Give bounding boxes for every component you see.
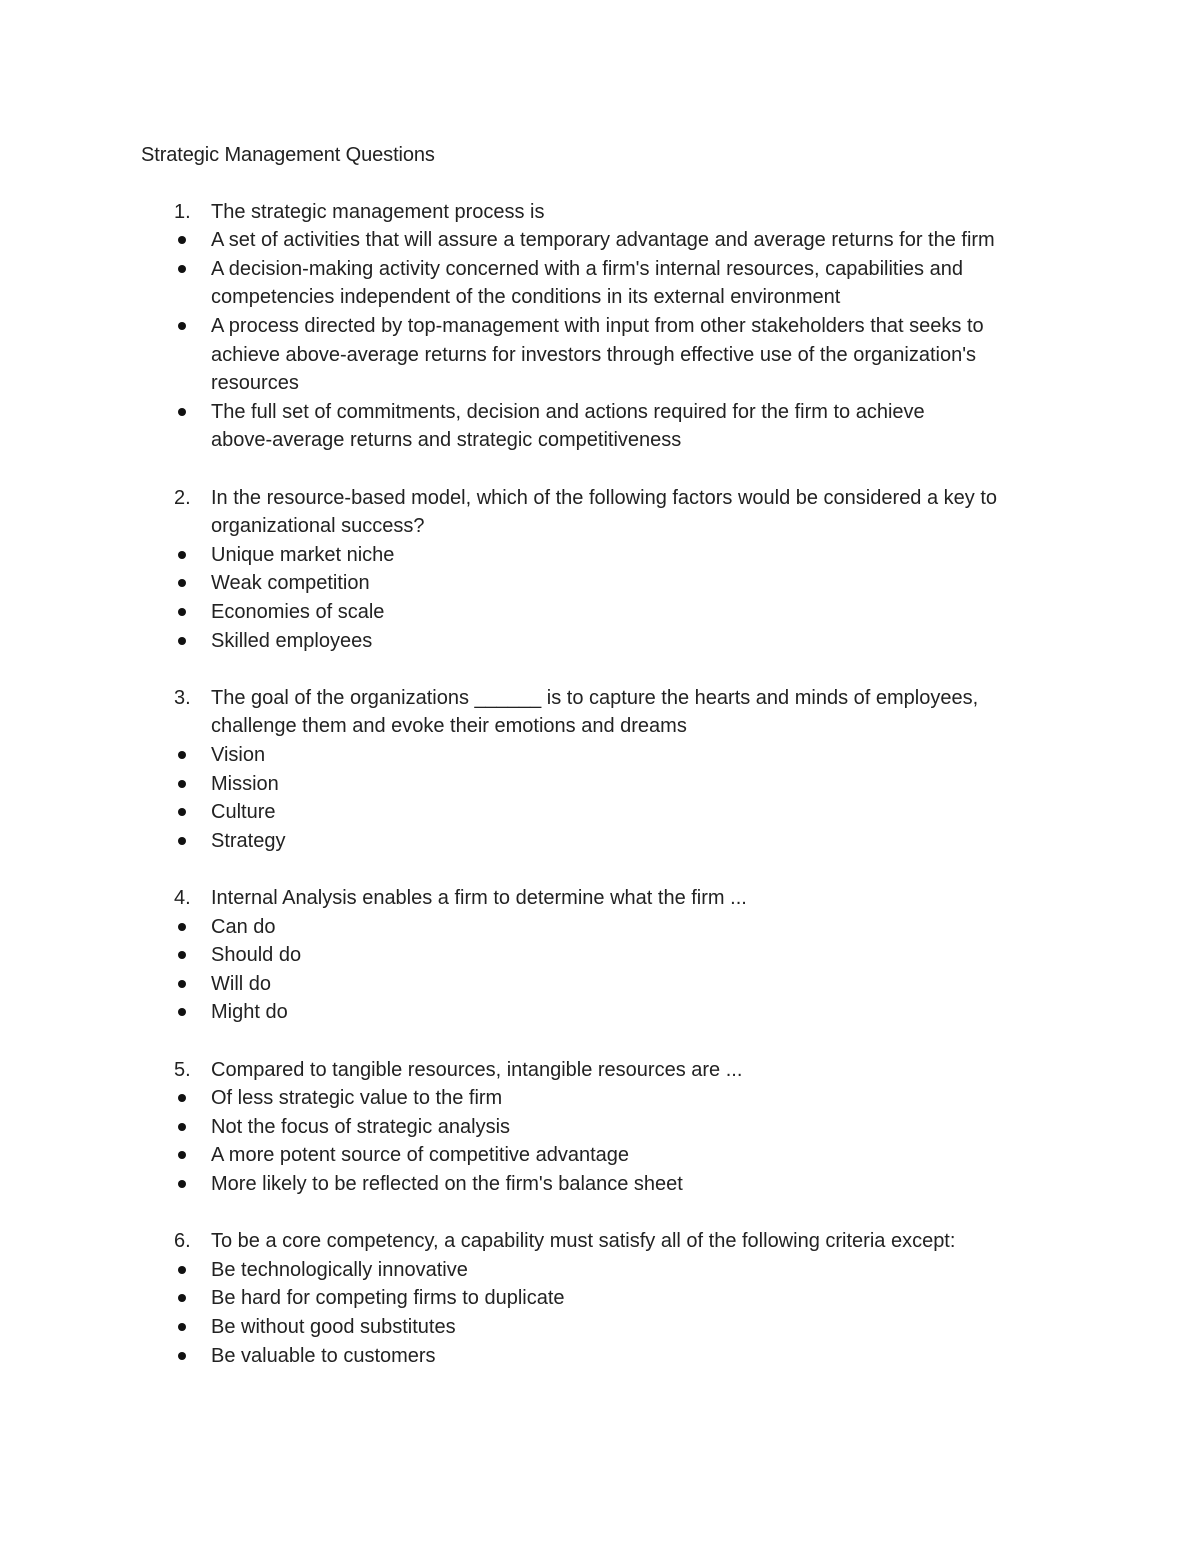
- bullet-icon: [178, 1352, 186, 1360]
- question-number: 5.: [174, 1058, 191, 1081]
- bullet-icon: [178, 951, 186, 959]
- answer-option: Be hard for competing firms to duplicate: [211, 1287, 565, 1310]
- bullet-icon: [178, 1151, 186, 1159]
- answer-option: Not the focus of strategic analysis: [211, 1115, 511, 1138]
- question-number: 1.: [174, 200, 191, 223]
- answer-option: Can do: [211, 915, 276, 938]
- bullet-icon: [178, 1266, 186, 1274]
- answer-option: A more potent source of competitive advantage: [211, 1144, 630, 1167]
- answer-option: Should do: [211, 944, 302, 967]
- answer-option: The full set of commitments, decision and actions required for the firm to achieve: [211, 400, 925, 423]
- bullet-icon: [178, 1123, 186, 1131]
- answer-option: Economies of scale: [211, 600, 385, 623]
- bullet-icon: [178, 322, 186, 330]
- bullet-icon: [178, 837, 186, 845]
- answer-option: Be valuable to customers: [211, 1344, 436, 1367]
- bullet-icon: [178, 608, 186, 616]
- question-text: In the resource-based model, which of the following factors would be considered a key to: [211, 486, 997, 509]
- answer-option: More likely to be reflected on the firm's balance sheet: [211, 1172, 683, 1195]
- answer-option: above-average returns and strategic competitiveness: [211, 429, 682, 452]
- question-number: 4.: [174, 886, 191, 909]
- bullet-icon: [178, 579, 186, 587]
- answer-option: Culture: [211, 801, 276, 824]
- bullet-icon: [178, 780, 186, 788]
- bullet-icon: [178, 751, 186, 759]
- bullet-icon: [178, 1323, 186, 1331]
- bullet-icon: [178, 923, 186, 931]
- bullet-icon: [178, 808, 186, 816]
- answer-option: Might do: [211, 1001, 288, 1024]
- answer-option: competencies independent of the conditions in its external environment: [211, 286, 841, 309]
- bullet-icon: [178, 551, 186, 559]
- answer-option: Skilled employees: [211, 629, 373, 652]
- bullet-icon: [178, 1180, 186, 1188]
- answer-option: resources: [211, 372, 299, 395]
- answer-option: Strategy: [211, 829, 286, 852]
- answer-option: Be without good substitutes: [211, 1315, 456, 1338]
- question-text: To be a core competency, a capability must satisfy all of the following criteria except:: [211, 1230, 956, 1253]
- answer-option: Unique market niche: [211, 543, 395, 566]
- bullet-icon: [178, 1094, 186, 1102]
- answer-option: Will do: [211, 972, 272, 995]
- answer-option: A set of activities that will assure a temporary advantage and average returns for the firm: [211, 229, 995, 252]
- bullet-icon: [178, 408, 186, 416]
- bullet-icon: [178, 236, 186, 244]
- question-text: organizational success?: [211, 515, 425, 538]
- document-title: Strategic Management Questions: [141, 144, 435, 166]
- answer-option: A decision-making activity concerned with a firm's internal resources, capabilities and: [211, 257, 963, 280]
- bullet-icon: [178, 637, 186, 645]
- answer-option: Mission: [211, 772, 279, 795]
- answer-option: Of less strategic value to the firm: [211, 1087, 503, 1110]
- bullet-icon: [178, 1008, 186, 1016]
- answer-option: A process directed by top-management with input from other stakeholders that seeks to: [211, 314, 984, 337]
- bullet-icon: [178, 980, 186, 988]
- question-text: The goal of the organizations ______ is to capture the hearts and minds of employees,: [211, 686, 979, 709]
- question-number: 3.: [174, 686, 191, 709]
- answer-option: Weak competition: [211, 572, 370, 595]
- question-text: The strategic management process is: [211, 200, 545, 223]
- answer-option: Be technologically innovative: [211, 1258, 468, 1281]
- question-number: 2.: [174, 486, 191, 509]
- bullet-icon: [178, 265, 186, 273]
- bullet-icon: [178, 1294, 186, 1302]
- question-number: 6.: [174, 1230, 191, 1253]
- question-text: Compared to tangible resources, intangible resources are ...: [211, 1058, 743, 1081]
- answer-option: achieve above-average returns for investors through effective use of the organization's: [211, 343, 977, 366]
- question-text: challenge them and evoke their emotions and dreams: [211, 715, 687, 738]
- question-text: Internal Analysis enables a firm to determine what the firm ...: [211, 886, 747, 909]
- answer-option: Vision: [211, 743, 266, 766]
